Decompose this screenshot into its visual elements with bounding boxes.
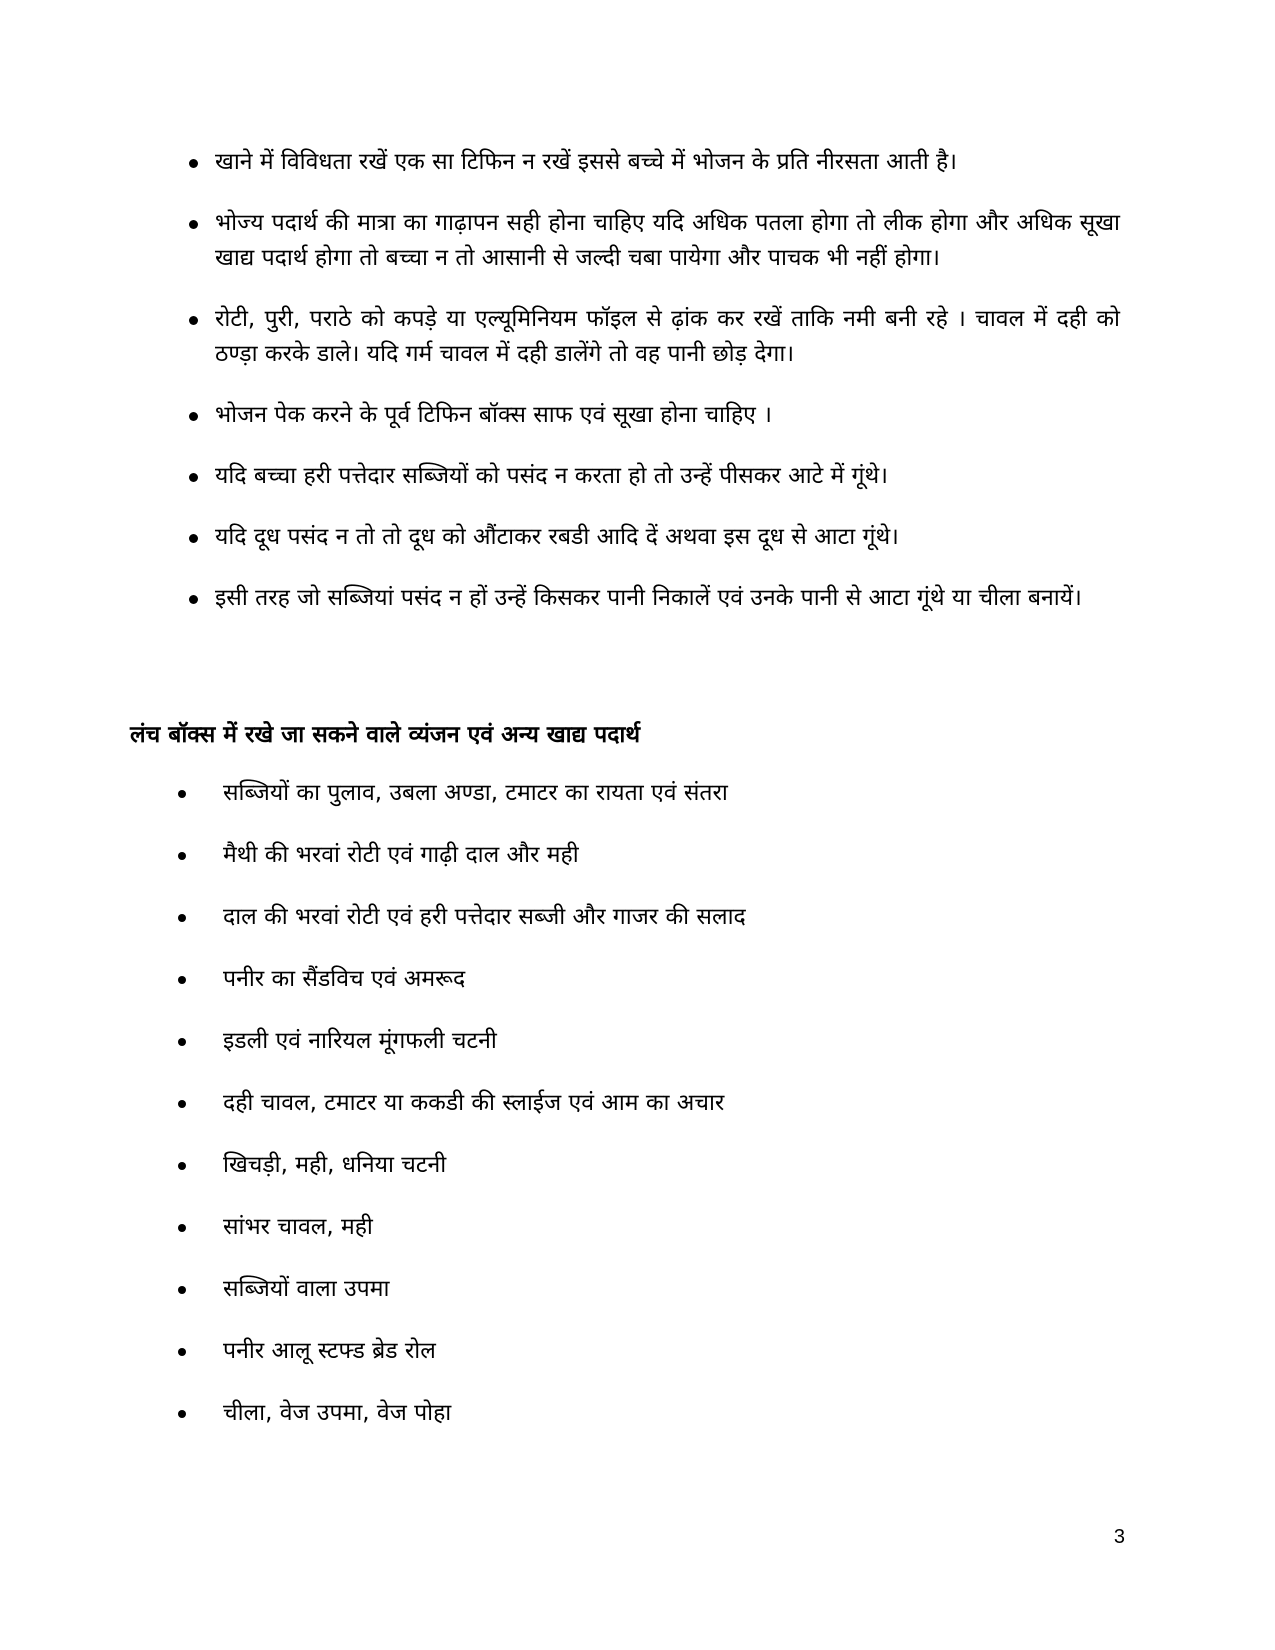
list-item: दही चावल, टमाटर या ककडी की स्लाईज एवं आम का अचार (175, 1088, 1075, 1150)
list-item: सब्जियों वाला उपमा (175, 1274, 1075, 1336)
list-item: सांभर चावल, मही (175, 1212, 1075, 1274)
list-item: सब्जियों का पुलाव, उबला अण्डा, टमाटर का रायता एवं संतरा (175, 778, 1075, 840)
list-item: दाल की भरवां रोटी एवं हरी पत्तेदार सब्जी और गाजर की सलाद (175, 902, 1075, 964)
list-item: यदि दूध पसंद न तो तो दूध को औंटाकर रबडी आदि दें अथवा इस दूध से आटा गूंथे। (185, 520, 1120, 555)
list-item: रोटी, पुरी, पराठे को कपड़े या एल्यूमिनियम फॉइल से ढ़ांक कर रखें ताकि नमी बनी रहे । चावल में दही को ठण्ड़ा करके डाले। यदि गर्म चावल में दही डालेंगे तो वह पानी छोड़ देगा। (185, 302, 1120, 372)
list-item: पनीर का सैंडविच एवं अमरूद (175, 964, 1075, 1026)
list-item: इडली एवं नारियल मूंगफली चटनी (175, 1026, 1075, 1088)
list-item: इसी तरह जो सब्जियां पसंद न हों उन्हें किसकर पानी निकालें एवं उनके पानी से आटा गूंथे या चीला बनायें। (185, 581, 1120, 616)
list-item: चीला, वेज उपमा, वेज पोहा (175, 1398, 1075, 1460)
page-number: 3 (1113, 1526, 1125, 1548)
list-item: खाने में विविधता रखें एक सा टिफिन न रखें इससे बच्चे में भोजन के प्रति नीरसता आती है। (185, 145, 1120, 180)
list-item: भोज्य पदार्थ की मात्रा का गाढ़ापन सही होना चाहिए यदि अधिक पतला होगा तो लीक होगा और अधिक सूखा खाद्य पदार्थ होगा तो बच्चा न तो आसानी से जल्दी चबा पायेगा और पाचक भी नहीं होगा। (185, 206, 1120, 276)
dishes-list (175, 778, 1075, 1460)
list-item: यदि बच्चा हरी पत्तेदार सब्जियों को पसंद न करता हो तो उन्हें पीसकर आटे में गूंथे। (185, 459, 1120, 494)
tips-list (185, 145, 1120, 642)
list-item: भोजन पेक करने के पूर्व टिफिन बॉक्स साफ एवं सूखा होना चाहिए । (185, 398, 1120, 433)
list-item: पनीर आलू स्टफ्ड ब्रेड रोल (175, 1336, 1075, 1398)
list-item: खिचड़ी, मही, धनिया चटनी (175, 1150, 1075, 1212)
section-heading: लंच बॉक्स में रखे जा सकने वाले व्यंजन एवं अन्य खाद्य पदार्थ (130, 722, 641, 748)
list-item: मैथी की भरवां रोटी एवं गाढ़ी दाल और मही (175, 840, 1075, 902)
